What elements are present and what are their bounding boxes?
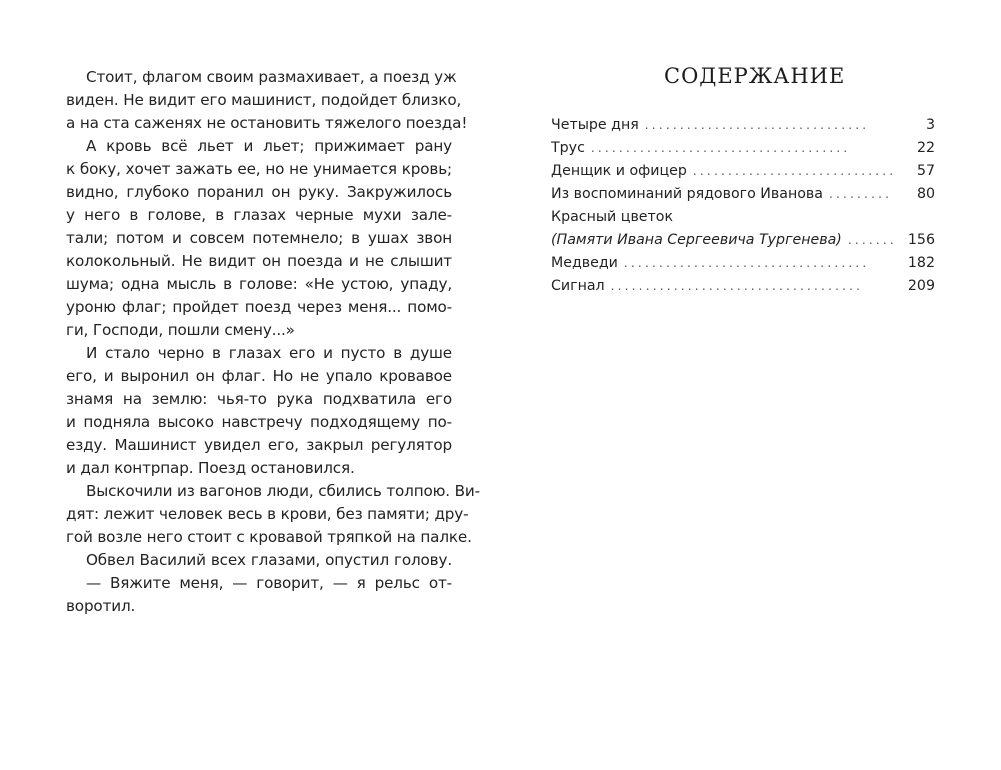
toc-page-number: 182 <box>907 255 935 271</box>
text-line: его, и выронил он флаг. Но не упало кровавое <box>66 367 452 385</box>
left-page <box>0 0 500 770</box>
toc-page-number: 57 <box>916 163 935 179</box>
toc-page-number: 3 <box>925 117 935 133</box>
toc-entry-iz-vospominaniy[interactable] <box>551 183 935 206</box>
toc-dot-leader: ................................ <box>644 118 870 132</box>
text-line: ги, Господи, пошли смену...» <box>66 321 295 339</box>
toc-entry-label: Трус <box>551 140 585 156</box>
right-page <box>500 0 1001 770</box>
toc-dot-leader: ..................................... <box>590 141 851 155</box>
toc-page-number: 209 <box>907 278 935 294</box>
toc-dot-leader: ....... <box>847 233 897 247</box>
toc-entry-label: Медведи <box>551 255 618 271</box>
text-line: уроню флаг; пройдет поезд через меня... помо- <box>66 298 452 316</box>
text-line: дят: лежит человек весь в крови, без памяти; дру- <box>66 505 469 523</box>
toc-entry-label: Четыре дня <box>551 117 639 133</box>
toc-page-number: 156 <box>907 232 935 248</box>
toc-dot-leader: ................................... <box>623 256 870 270</box>
toc-entry-label: Из воспоминаний рядового Иванова <box>551 186 823 202</box>
text-line: к боку, хочет зажать ее, но не унимается кровь; <box>66 160 452 178</box>
text-line: Выскочили из вагонов люди, сбились толпою. Ви- <box>86 482 480 500</box>
text-line: Стоит, флагом своим размахивает, а поезд уж <box>86 68 457 86</box>
toc-entry-krasnyy-tsvetok[interactable] <box>551 229 935 252</box>
text-line: А кровь всё льет и льет; прижимает рану <box>86 137 452 155</box>
story-text <box>66 66 480 618</box>
toc-entry-chetyre-dnya[interactable] <box>551 114 935 137</box>
toc-entry-label: Сигнал <box>551 278 605 294</box>
text-line: Обвел Василий всех глазами, опустил голову. <box>86 551 452 569</box>
toc-entry-medvedi[interactable] <box>551 252 935 275</box>
table-of-contents <box>551 114 935 298</box>
text-line: видно, глубоко поранил он руку. Закружилось <box>66 183 452 201</box>
text-line: и подняла высоко навстречу подходящему по- <box>66 413 452 431</box>
toc-entry-subtitle: (Памяти Ивана Сергеевича Тургенева) <box>551 232 842 248</box>
toc-page-number: 22 <box>916 140 935 156</box>
text-line: виден. Не видит его машинист, подойдет близко, <box>66 91 462 109</box>
toc-dot-leader: .................................... <box>610 279 864 293</box>
toc-dot-leader: ......... <box>828 187 893 201</box>
toc-entry-krasnyy-tsvetok-title[interactable] <box>551 206 935 229</box>
text-line: тали; потом и совсем потемнело; в ушах звон <box>66 229 452 247</box>
text-line: знамя на землю: чья-то рука подхватила его <box>66 390 452 408</box>
text-line: И стало черно в глазах его и пусто в душе <box>86 344 452 362</box>
text-line: шума; одна мысль в голове: «Не устою, упаду, <box>66 275 452 293</box>
text-line: а на ста саженях не остановить тяжелого поезда! <box>66 114 468 132</box>
text-line: гой возле него стоит с кровавой тряпкой на палке. <box>66 528 472 546</box>
toc-entry-signal[interactable] <box>551 275 935 298</box>
text-line: — Вяжите меня, — говорит, — я рельс от- <box>86 574 452 592</box>
text-line: и дал контрпар. Поезд остановился. <box>66 459 355 477</box>
toc-page-number: 80 <box>916 186 935 202</box>
text-line: воротил. <box>66 597 136 615</box>
toc-entry-label: Денщик и офицер <box>551 163 687 179</box>
text-line: езду. Машинист увидел его, закрыл регулятор <box>66 436 452 454</box>
toc-entry-trus[interactable] <box>551 137 935 160</box>
toc-entry-denshchik-i-ofitser[interactable] <box>551 160 935 183</box>
toc-title-text: СОДЕРЖАНИЕ <box>664 64 846 88</box>
toc-dot-leader: ............................. <box>692 164 897 178</box>
text-line: у него в голове, в глазах черные мухи зале- <box>66 206 452 224</box>
toc-entry-label: Красный цветок <box>551 209 674 225</box>
text-line: колокольный. Не видит он поезда и не слышит <box>66 252 452 270</box>
